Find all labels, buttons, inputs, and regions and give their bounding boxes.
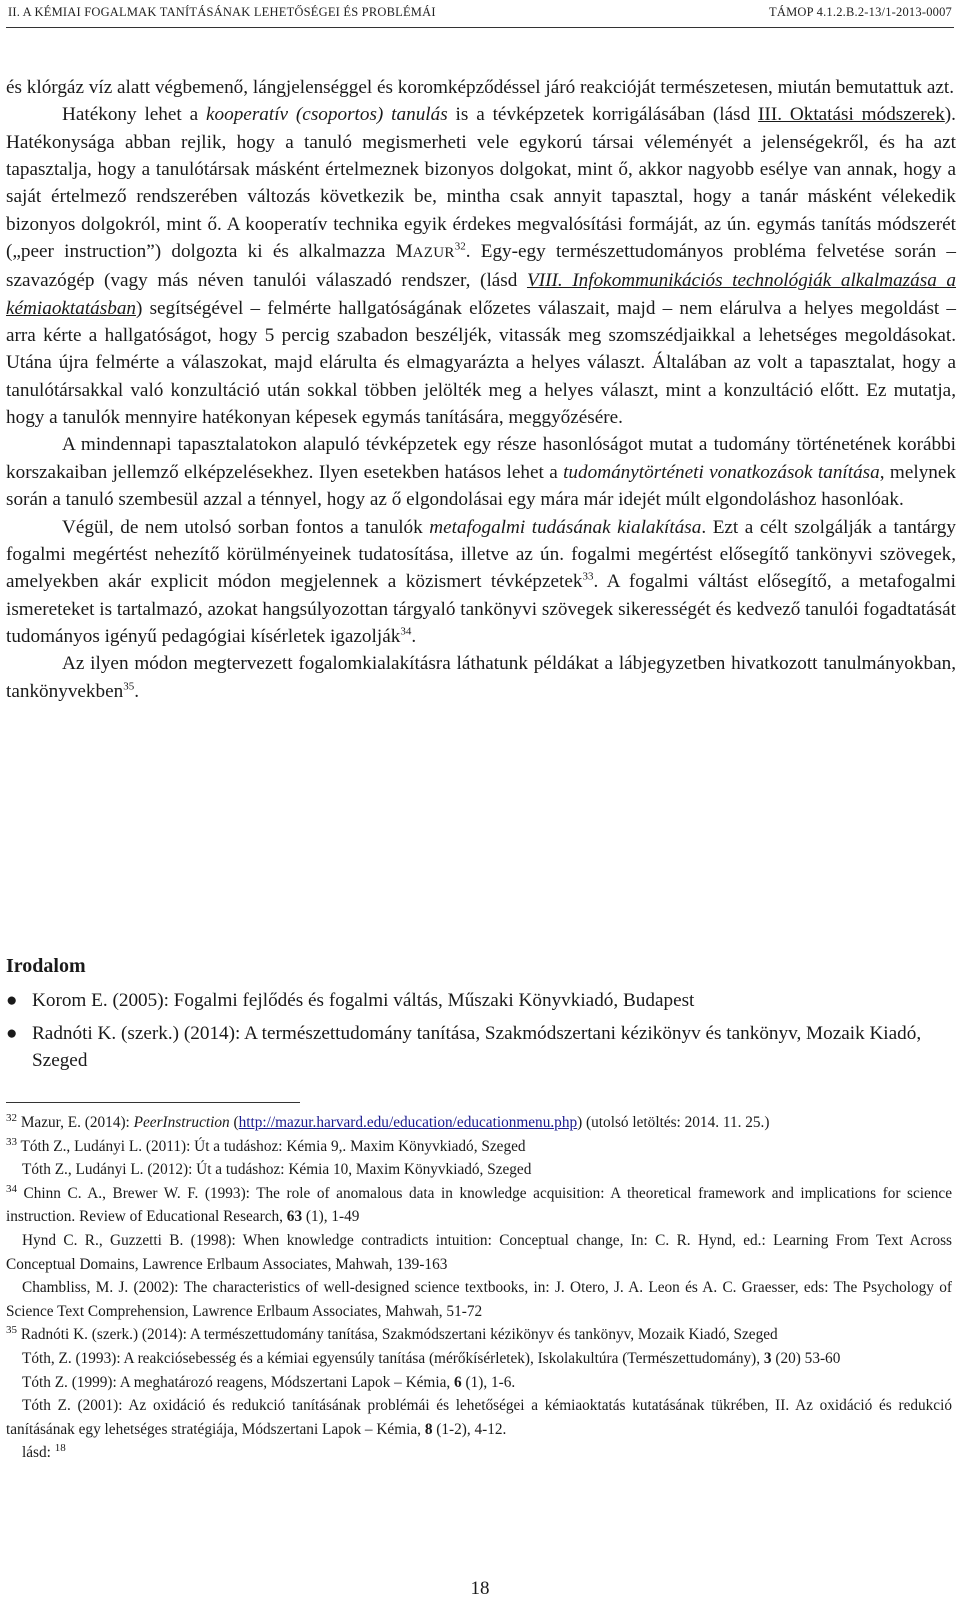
footnote-35-cont-4: lásd: $^{18}$ <box>22 1442 66 1462</box>
footnote-link[interactable]: http://mazur.harvard.edu/education/educationmenu.php <box>238 1114 578 1131</box>
literature-list <box>6 987 946 1080</box>
footnote-34-cont-1: Hynd C. R., Guzzetti B. (1998): When knowledge contradicts intuition: Conceptual change, In: C. R. Hynd, ed.: Learning From Text Across Conceptual Domains, Lawrence Erlbaum Associates, Mahwah, 139-163 <box>6 1231 952 1273</box>
bullet-icon: ● <box>6 990 18 1011</box>
literature-item: ● Korom E. (2005): Fogalmi fejlődés és fogalmi váltás, Műszaki Könyvkiadó, Budapest <box>6 987 946 1015</box>
footnote-ref-34[interactable]: 34 <box>400 625 412 638</box>
literature-heading: Irodalom <box>6 955 86 977</box>
footnote-33-cont: Tóth Z., Ludányi L. (2012): Út a tudáshoz: Kémia 10, Maxim Könyvkiadó, Szeged <box>22 1161 532 1179</box>
footnote-separator <box>6 1102 300 1103</box>
footnote-ref-35[interactable]: 35 <box>123 680 135 693</box>
footnote-ref-32[interactable]: 32 <box>454 240 466 253</box>
paragraph-5: Az ilyen módon megtervezett fogalomkialakításra láthatunk példákat a lábjegyzetben hivatkozott tanulmányokban, tankönyvekben$^{35}$. <box>6 653 956 702</box>
chapter-ref-methods[interactable]: III. Oktatási módszerek <box>758 104 945 126</box>
history-of-science-term: tudománytörténeti vonatkozások tanítása <box>563 461 880 483</box>
footnote-34-cont-2: Chambliss, M. J. (2002): The characteristics of well-designed science textbooks, in: J. Otero, J. A. Leon és A. C. Graesser, eds: The Psychology of Science Text Comprehension, Lawrence Erlbaum Associates, Mahwah, 51-72 <box>6 1279 952 1320</box>
paragraph-3: A mindennapi tapasztalatokon alapuló tévképzetek egy része hasonlóságot mutat a tudomány történetének korábbi korszakaiban jellemző elképzelésekhez. Ilyen esetekben hatásos lehet a tudománytörténeti vonatkozások tanítása, melynek során a tanuló szembesül azzal a ténnyel, hogy az ő elgondolásai egy mára már idejét múlt elgondoláshoz hasonlóak. <box>6 434 956 511</box>
footnote-ref-33[interactable]: 33 <box>582 570 594 583</box>
footnote-33: $^{33}$ Tóth Z., Ludányi L. (2011): Út a tudáshoz: Kémia 9,. Maxim Könyvkiadó, Szeged <box>6 1135 526 1155</box>
footnote-32: $^{32}$ Mazur, E. (2014): PeerInstruction (http://mazur.harvard.edu/education/educationmenu.php) (utolsó letöltés: 2014. 11. 25.) <box>6 1111 770 1131</box>
bullet-icon: ● <box>6 1022 18 1044</box>
footnotes <box>6 1111 952 1465</box>
header-chapter-title: II. A KÉMIAI FOGALMAK TANÍTÁSÁNAK LEHETŐSÉGEI ÉS PROBLÉMÁI <box>8 5 436 19</box>
paragraph-4: Végül, de nem utolsó sorban fontos a tanulók metafogalmi tudásának kialakítása. Ezt a célt szolgálják a tantárgy fogalmi megértést nehezítő körülményeinek tudatosítása, illetve az ún. fogalmi megértést elősegítő tankönyvi szövegek, amelyekben akár explicit módon megjelennek a közismert tévképzetek$^{33}$. A fogalmi váltást elősegítő, a metafogalmi ismereteket is tartalmazó, azokat hangsúlyozottan tárgyaló tankönyvi szövegek sikerességét és kedvező tanulói fogadtatását tudományos igényű pedagógiai kísérletek igazolják$^{34}$. <box>6 516 956 647</box>
footnote-34: $^{34}$ Chinn C. A., Brewer W. F. (1993): The role of anomalous data in knowledge acquisition: A theoretical framework and implications for science instruction. Review of Educational Research, 63 (1), 1-49 <box>6 1182 952 1226</box>
paragraph-2: Hatékony lehet a kooperatív (csoportos) tanulás is a tévképzetek korrigálásában (lásd III. Oktatási módszerek). Hatékonysága abban rejlik, hogy a tanuló megismerheti vele egykorú társai véleményét a jelenségekről, és ha azt tapasztalja, hogy a tanulótársak másként értelmeznek bizonyos dolgokat, mint ő, akkor nagyobb esélye van annak, hogy a saját értelmező rendszerében változás következik be, mintha csak annyit tapasztal, hogy a tanár másként vélekedik bizonyos dolgokról, mint ő. A kooperatív technika egyik érdekes megvalósítási formáját, az ún. egymás tanítás módszerét („peer instruction”) dolgozta ki és alkalmazza MAZUR$^{32}$. Egy-egy természettudományos probléma felvetése során – szavazógép (vagy más néven tanulói válaszadó rendszer, (lásd VIII. Infokommunikációs technológiák alkalmazása a kémiaoktatásban) segítségével – felmérte hallgatóságának előzetes válaszait, majd – nem elárulva a helyes megoldást – arra kérte a hallgatóságot, hogy 5 percig szabadon beszéljék, vitassák meg szomszédjaikkal a lehetséges megoldásokat. Utána újra felmérte a válaszokat, majd elárulta és elmagyarázta a helyes választ. Általában az volt a tapasztalat, hogy a tanulótársakkal való konzultáció után sokkal többen jelölték meg a helyes választ, mint a konzultáció előtt. Ez mutatja, hogy a tanulók mennyire hatékonyan képesek egymás tanítására, meggyőzésére. <box>6 104 957 429</box>
page-number: 18 <box>470 1578 490 1599</box>
metaconceptual-term: metafogalmi tudásának kialakítása <box>429 516 702 538</box>
header-rule <box>6 27 954 28</box>
paragraph-1: és klórgáz víz alatt végbemenő, lángjelenséggel és koromképződéssel járó reakcióját természetesen, miután bemutattuk azt. <box>6 77 955 98</box>
cooperative-learning-term: kooperatív (csoportos) tanulás <box>206 104 448 126</box>
footnote-35-cont-3: Tóth Z. (2001): Az oxidáció és redukció tanításának problémái és lehetőségei a kémiaoktatás kutatásának tükrében, II. Az oxidáció és redukció tanításának egy lehetséges stratégiája, Módszertani Lapok – Kémia, 8 (1-2), 4-12. <box>6 1397 952 1438</box>
literature-item: ● Radnóti K. (szerk.) (2014): A természettudomány tanítása, Szakmódszertani kézikönyv és tankönyv, Mozaik Kiadó, Szeged <box>6 1020 946 1075</box>
footnote-35-cont-2: Tóth Z. (1999): A meghatározó reagens, Módszertani Lapok – Kémia, 6 (1), 1-6. <box>22 1373 516 1391</box>
footnote-35-cont-1: Tóth, Z. (1993): A reakciósebesség és a kémiai egyensúly tanítása (mérőkísérletek), Iskolakultúra (Természettudomány), 3 (20) 53-60 <box>22 1349 841 1367</box>
main-text <box>6 74 956 705</box>
header-project-code: TÁMOP 4.1.2.B.2-13/1-2013-0007 <box>769 5 952 19</box>
running-header <box>8 5 952 25</box>
chapter-ref-ict[interactable]: VIII. Infokommunikációs technológiák alkalmazása a kémiaoktatásban <box>6 270 957 319</box>
footnote-35: $^{35}$ Radnóti K. (szerk.) (2014): A természettudomány tanítása, Szakmódszertani kézikönyv és tankönyv, Mozaik Kiadó, Szeged <box>6 1324 778 1344</box>
